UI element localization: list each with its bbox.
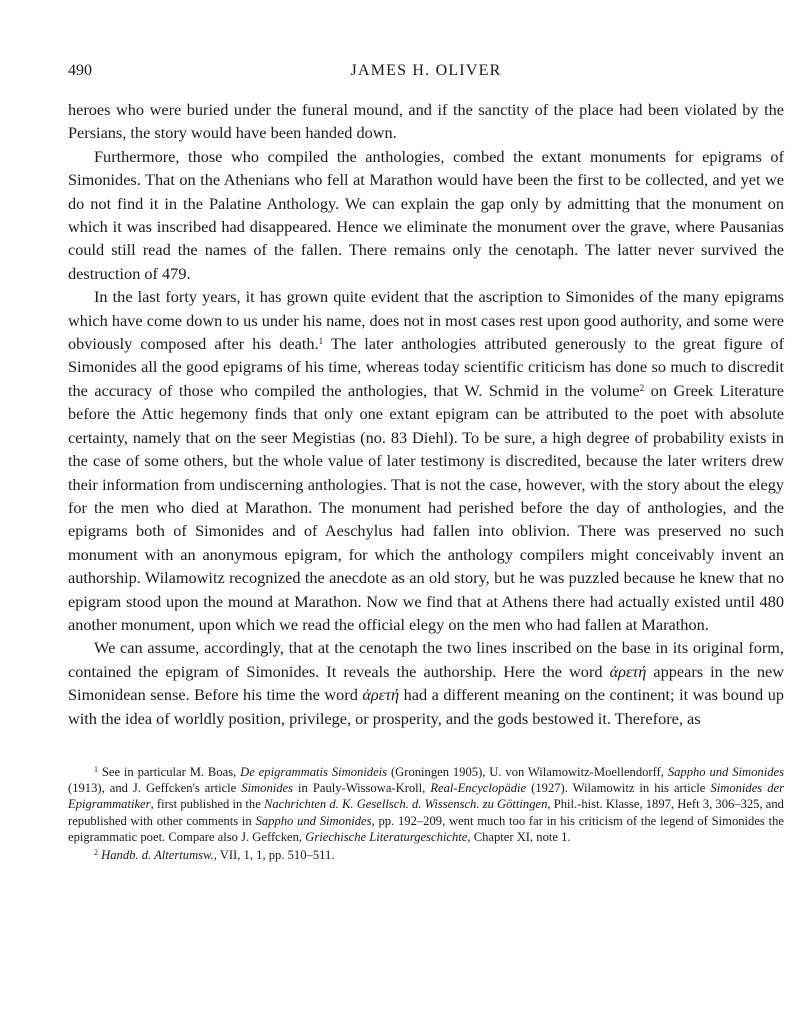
footnote-text: , first published in the (150, 797, 264, 812)
footnote-text: , Chapter XI, note 1. (467, 829, 571, 844)
paragraph-2: Furthermore, those who compiled the anthologies, combed the extant monuments for epigrams of Simonides. That on the Athenians who fell at Marathon would have been the first to be collected, and yet we do not find it in the Palatine Anthology. We can explain the gap only by admitting that the monument on which it was inscribed had disappeared. Hence we eliminate the monument over the grave, where Pausanias could still read the names of the fallen. There remains only the cenotaph. The latter never survived the destruction of 479. (68, 146, 784, 283)
footnote-text: , VII, 1, 1, pp. 510–511. (213, 847, 335, 862)
footnote-title: Real-Encyclopädie (430, 781, 527, 796)
running-title: JAMES H. OLIVER (350, 62, 502, 79)
footnote-title: Sappho und Simonides (255, 813, 372, 828)
footnote-title: Simonides (241, 781, 294, 796)
main-text (68, 98, 784, 730)
paragraph-3-part-a: In the last forty years, it has grown quite evident that the ascription to Simonides of the many epigrams which have come down to us under his name, does not in most cases rest upon good authority, and some were obviously composed after his death. (68, 287, 784, 354)
paragraph-4-part-c: had a different meaning on the continent; it was bound up with the idea of worldly position, privilege, or prosperity, and the gods bestowed it. Therefore, as (68, 685, 784, 728)
footnote-text: (Groningen 1905), U. von Wilamowitz-Moellendorff, (387, 764, 668, 779)
footnote-title: Handb. d. Altertumsw. (101, 847, 214, 862)
footnote-title: De epigrammatis Simonideis (240, 764, 388, 779)
footnote-title: Simonides der Epigrammatiker (68, 781, 784, 812)
footnote-text: See in particular M. Boas, (98, 764, 241, 779)
footnote-1-marker: 1 (94, 764, 98, 774)
paragraph-1: heroes who were buried under the funeral mound, and if the sanctity of the place had been violated by the Persians, the story would have been handed down. (68, 100, 784, 143)
page-number: 490 (68, 62, 92, 79)
footnote-ref-1[interactable]: 1 (318, 336, 324, 347)
greek-word-arete: ἀρετή (609, 661, 647, 681)
footnote-text: , Phil.-hist. Klasse, 1897, Heft 3, 306–325, and republished with other comments in (68, 797, 784, 828)
footnote-text: , pp. 192–209, went much too far in his criticism of the legend of Simonides the epigrammatic poet. Compare also J. Geffcken, (68, 813, 784, 844)
running-header (68, 62, 784, 84)
footnote-text: in Pauly-Wissowa-Kroll, (293, 781, 431, 796)
footnote-title: Sappho und Simonides (667, 764, 784, 779)
footnote-text: (1913), and J. Geffcken's article (68, 781, 242, 796)
greek-word-arete: ἀρετή (362, 685, 400, 705)
paragraph-4-part-a: We can assume, accordingly, that at the cenotaph the two lines inscribed on the base in its original form, contained the epigram of Simonides. It reveals the authorship. Here the word (68, 638, 784, 681)
footnote-ref-2[interactable]: 2 (639, 382, 645, 393)
footnote-title: Nachrichten d. K. Gesellsch. d. Wissensch. zu Göttingen (263, 797, 548, 812)
paragraph-3-part-c: on Greek Literature before the Attic hegemony finds that only one extant epigram can be attributed to the poet with absolute certainty, namely that on the seer Megistias (no. 83 Diehl). To be sure, a high degree of probability exists in the case of some others, but the whole value of later testimony is discredited, because the later writers drew their information from undiscerning anthologies. That is not the case, however, with the story about the elegy for the men who died at Marathon. The monument had perished before the day of anthologies, and the epigrams both of Simonides and of Aeschylus had fallen into oblivion. There was preserved no such monument with an anonymous epigram, for which the anthology compilers might conceivably invent an authorship. Wilamowitz recognized the anecdote as an old story, but he was puzzled because he knew that no epigram stood upon the mound at Marathon. Now we find that at Athens there had actually existed until 480 another monument, upon which we read the official elegy on the men who had fallen at Marathon. (68, 380, 784, 634)
footnote-2-marker: 2 (94, 847, 98, 857)
footnote-1 (68, 764, 784, 845)
paragraph-3-part-b: The later anthologies attributed generously to the great figure of Simonides all the good epigrams of his time, whereas today scientific criticism has done so much to discredit the accuracy of those who compiled the anthologies, that W. Schmid in the volume (68, 334, 784, 400)
paragraph-3 (68, 285, 784, 636)
paragraph-4-part-b: appears in the new Simonidean sense. Before his time the word (68, 661, 784, 705)
paragraph-4 (68, 636, 784, 730)
footnote-text: (1927). Wilamowitz in his article (526, 781, 711, 796)
footnotes (68, 764, 784, 863)
footnote-title: Griechische Literaturgeschichte (305, 829, 468, 844)
page (68, 62, 784, 863)
footnote-2 (68, 847, 784, 863)
